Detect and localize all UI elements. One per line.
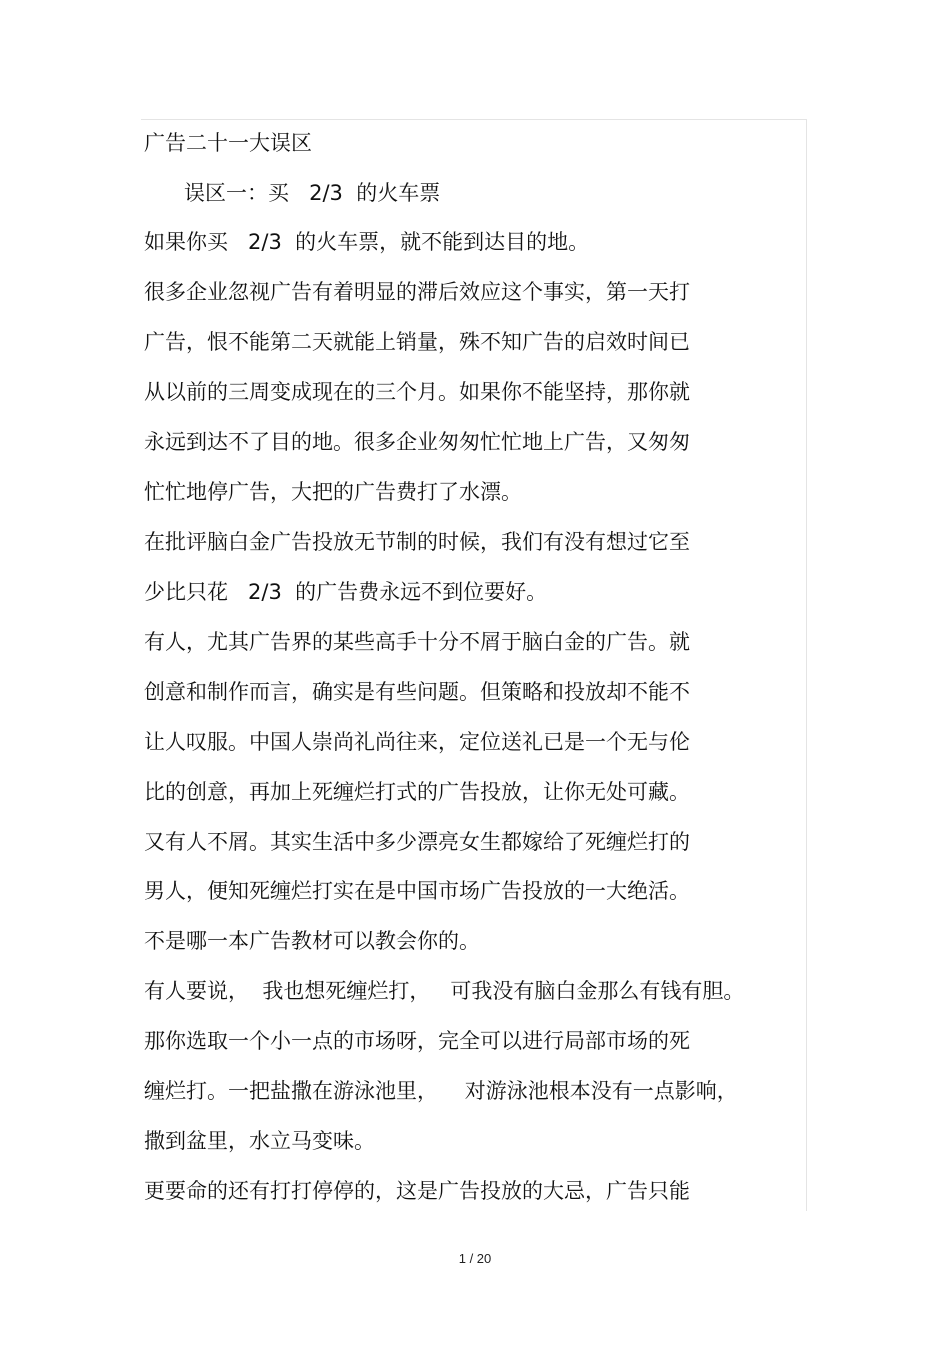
paragraph-line: 在批评脑白金广告投放无节制的时候，我们有没有想过它至 (144, 530, 690, 554)
paragraph-line: 男人，便知死缠烂打实在是中国市场广告投放的一大绝活。 (144, 879, 690, 903)
paragraph-line: 让人叹服。中国人崇尚礼尚往来，定位送礼已是一个无与伦 (144, 730, 690, 754)
paragraph-line: 误区一：买 2/3 的火车票 (144, 181, 441, 205)
paragraph-line: 很多企业忽视广告有着明显的滞后效应这个事实，第一天打 (144, 280, 690, 304)
paragraph-line: 少比只花 2/3 的广告费永远不到位要好。 (144, 580, 548, 604)
document-title: 广告二十一大误区 (144, 131, 312, 155)
paragraph-line: 那你选取一个小一点的市场呀，完全可以进行局部市场的死 (144, 1029, 690, 1053)
paragraph-line: 有人要说， 我也想死缠烂打， 可我没有脑白金那么有钱有胆。 (144, 979, 745, 1003)
paragraph-line: 忙忙地停广告，大把的广告费打了水漂。 (144, 480, 522, 504)
paragraph-line: 撒到盆里，水立马变味。 (144, 1129, 375, 1153)
paragraph-line: 有人，尤其广告界的某些高手十分不屑于脑白金的广告。就 (144, 630, 690, 654)
paragraph-line: 又有人不屑。其实生活中多少漂亮女生都嫁给了死缠烂打的 (144, 830, 690, 854)
paragraph-line: 广告，恨不能第二天就能上销量，殊不知广告的启效时间已 (144, 330, 690, 354)
paragraph-line: 不是哪一本广告教材可以教会你的。 (144, 929, 480, 953)
paragraph-line: 从以前的三周变成现在的三个月。如果你不能坚持，那你就 (144, 380, 690, 404)
paragraph-line: 比的创意，再加上死缠烂打式的广告投放，让你无处可藏。 (144, 780, 690, 804)
paragraph-line: 更要命的还有打打停停的，这是广告投放的大忌，广告只能 (144, 1179, 690, 1203)
paragraph-line: 创意和制作而言，确实是有些问题。但策略和投放却不能不 (144, 680, 690, 704)
paragraph-line: 如果你买 2/3 的火车票，就不能到达目的地。 (144, 230, 590, 254)
paragraph-line: 缠烂打。一把盐撒在游泳池里， 对游泳池根本没有一点影响， (144, 1079, 738, 1103)
page-number: 1 / 20 (458, 1251, 492, 1266)
paragraph-line: 永远到达不了目的地。很多企业匆匆忙忙地上广告，又匆匆 (144, 430, 690, 454)
